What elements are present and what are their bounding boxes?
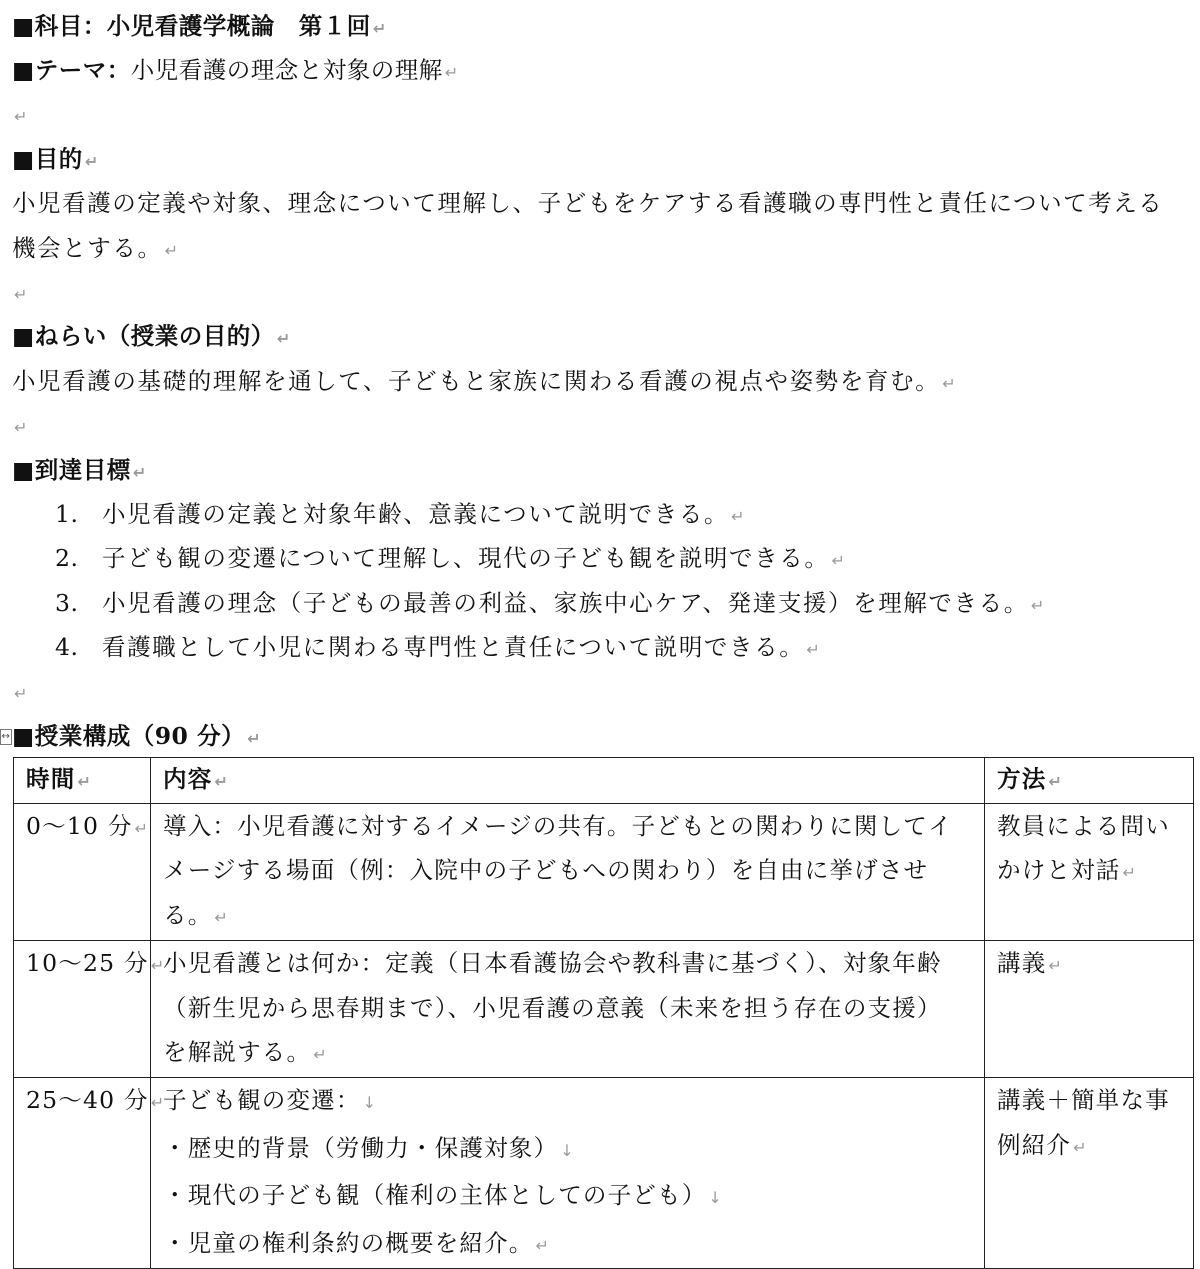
purpose-text-1: 小児看護の定義や対象、理念について理解し、子どもをケアする看護職の専門性と責任について考える <box>12 189 1164 218</box>
theme-text: 小児看護の理念と対象の理解 <box>130 56 443 84</box>
goal-number: 1. <box>55 499 79 528</box>
time-cell: 25〜40 分 ↵ <box>14 1078 151 1269</box>
line-break-icon: ↓ <box>362 1093 377 1113</box>
goal-number: 4. <box>55 633 79 662</box>
content-cell: 子ども観の変遷： ↓ ・歴史的背景（労働力・保護対象） ↓ ・現代の子ども観（権利の主体としての子ども） ↓ ・児童の権利条約の概要を紹介。 ↵ <box>151 1078 985 1269</box>
paragraph-mark-icon: ↵ <box>372 19 387 38</box>
column-header-time: 時間 ↵ <box>14 758 151 804</box>
empty-line <box>12 403 1198 447</box>
empty-line <box>12 669 1198 713</box>
paragraph-mark-icon: ↵ <box>831 551 845 571</box>
document-page <box>12 0 1198 758</box>
subject-line <box>12 0 1198 48</box>
paragraph-mark-icon: ↵ <box>164 240 179 260</box>
paragraph-mark-icon: ↵ <box>14 684 28 704</box>
table-row <box>14 804 1194 941</box>
line-break-icon: ↓ <box>560 1140 574 1160</box>
purpose-heading: ■目的 <box>12 144 83 173</box>
method-cell: 講義 ↵ <box>985 941 1194 1078</box>
aim-heading: ■ねらい（授業の目的） <box>12 322 275 351</box>
goals-heading: ■到達目標 <box>12 455 131 484</box>
paragraph-mark-icon: ↵ <box>731 506 745 526</box>
goal-text: 小児看護の定義と対象年齢、意義について説明できる。 <box>102 499 730 528</box>
content-cell: 導入：小児看護に対するイメージの共有。子どもとの関わりに関してイ メージする場面（例：入院中の子どもへの関わり）を自由に挙げさせ る。 ↵ <box>151 804 985 941</box>
paragraph-mark-icon: ↵ <box>276 329 291 349</box>
list-item <box>12 581 1198 625</box>
list-item <box>12 625 1198 669</box>
paragraph-mark-icon: ↵ <box>14 418 28 438</box>
structure-heading-line <box>12 714 1198 758</box>
list-item <box>12 536 1198 580</box>
theme-label: ■テーマ： <box>12 56 131 84</box>
paragraph-mark-icon: ↵ <box>1030 595 1045 615</box>
structure-heading: ■授業構成（90 分） <box>12 721 246 750</box>
paragraph-mark-icon: ↵ <box>14 284 28 304</box>
time-cell: 10〜25 分 ↵ <box>14 941 151 1078</box>
goal-text: 看護職として小児に関わる専門性と責任について説明できる。 <box>102 633 805 662</box>
line-break-icon: ↓ <box>708 1188 722 1208</box>
column-header-content: 内容 ↵ <box>151 758 985 804</box>
content-cell: 小児看護とは何か：定義（日本看護協会や教科書に基づく）、対象年齢 （新生児から思春期まで）、小児看護の意義（未来を担う存在の支援） を解説する。 ↵ <box>151 941 985 1078</box>
table-anchor-icon: ↔ <box>0 729 12 745</box>
table-row <box>14 941 1194 1078</box>
purpose-text-line-1 <box>12 181 1198 225</box>
paragraph-mark-icon: ↵ <box>84 151 99 171</box>
table-row <box>14 1078 1194 1269</box>
paragraph-mark-icon: ↵ <box>806 640 820 660</box>
purpose-text-2: 機会とする。 <box>12 233 163 262</box>
column-header-method: 方法 ↵ <box>985 758 1194 804</box>
theme-line <box>12 48 1198 92</box>
empty-line <box>12 270 1198 314</box>
goal-number: 3. <box>55 588 79 617</box>
paragraph-mark-icon: ↵ <box>444 63 459 82</box>
paragraph-mark-icon: ↵ <box>132 462 147 482</box>
empty-line <box>12 92 1198 136</box>
aim-text: 小児看護の基礎的理解を通して、子どもと家族に関わる看護の視点や姿勢を育む。 <box>12 366 941 395</box>
method-cell: 教員による問い かけと対話 ↵ <box>985 804 1194 941</box>
list-item <box>12 492 1198 536</box>
time-cell: 0〜10 分 ↵ <box>14 804 151 941</box>
goal-number: 2. <box>55 544 79 573</box>
paragraph-mark-icon: ↵ <box>14 107 28 127</box>
goal-text: 子ども観の変遷について理解し、現代の子ども観を説明できる。 <box>102 544 830 573</box>
goals-list <box>12 492 1198 670</box>
aim-heading-line <box>12 314 1198 358</box>
goal-text: 小児看護の理念（子どもの最善の利益、家族中心ケア、発達支援）を理解できる。 <box>102 588 1029 617</box>
paragraph-mark-icon: ↵ <box>247 728 261 748</box>
table-header-row <box>14 758 1194 804</box>
lesson-structure-table <box>13 757 1194 1269</box>
paragraph-mark-icon: ↵ <box>942 373 956 393</box>
goals-heading-line <box>12 448 1198 492</box>
method-cell: 講義＋簡単な事 例紹介 ↵ <box>985 1078 1194 1269</box>
purpose-text-line-2 <box>12 226 1198 270</box>
aim-text-line <box>12 359 1198 403</box>
subject-title: ■科目：小児看護学概論 第１回 <box>12 12 371 40</box>
purpose-heading-line <box>12 137 1198 181</box>
